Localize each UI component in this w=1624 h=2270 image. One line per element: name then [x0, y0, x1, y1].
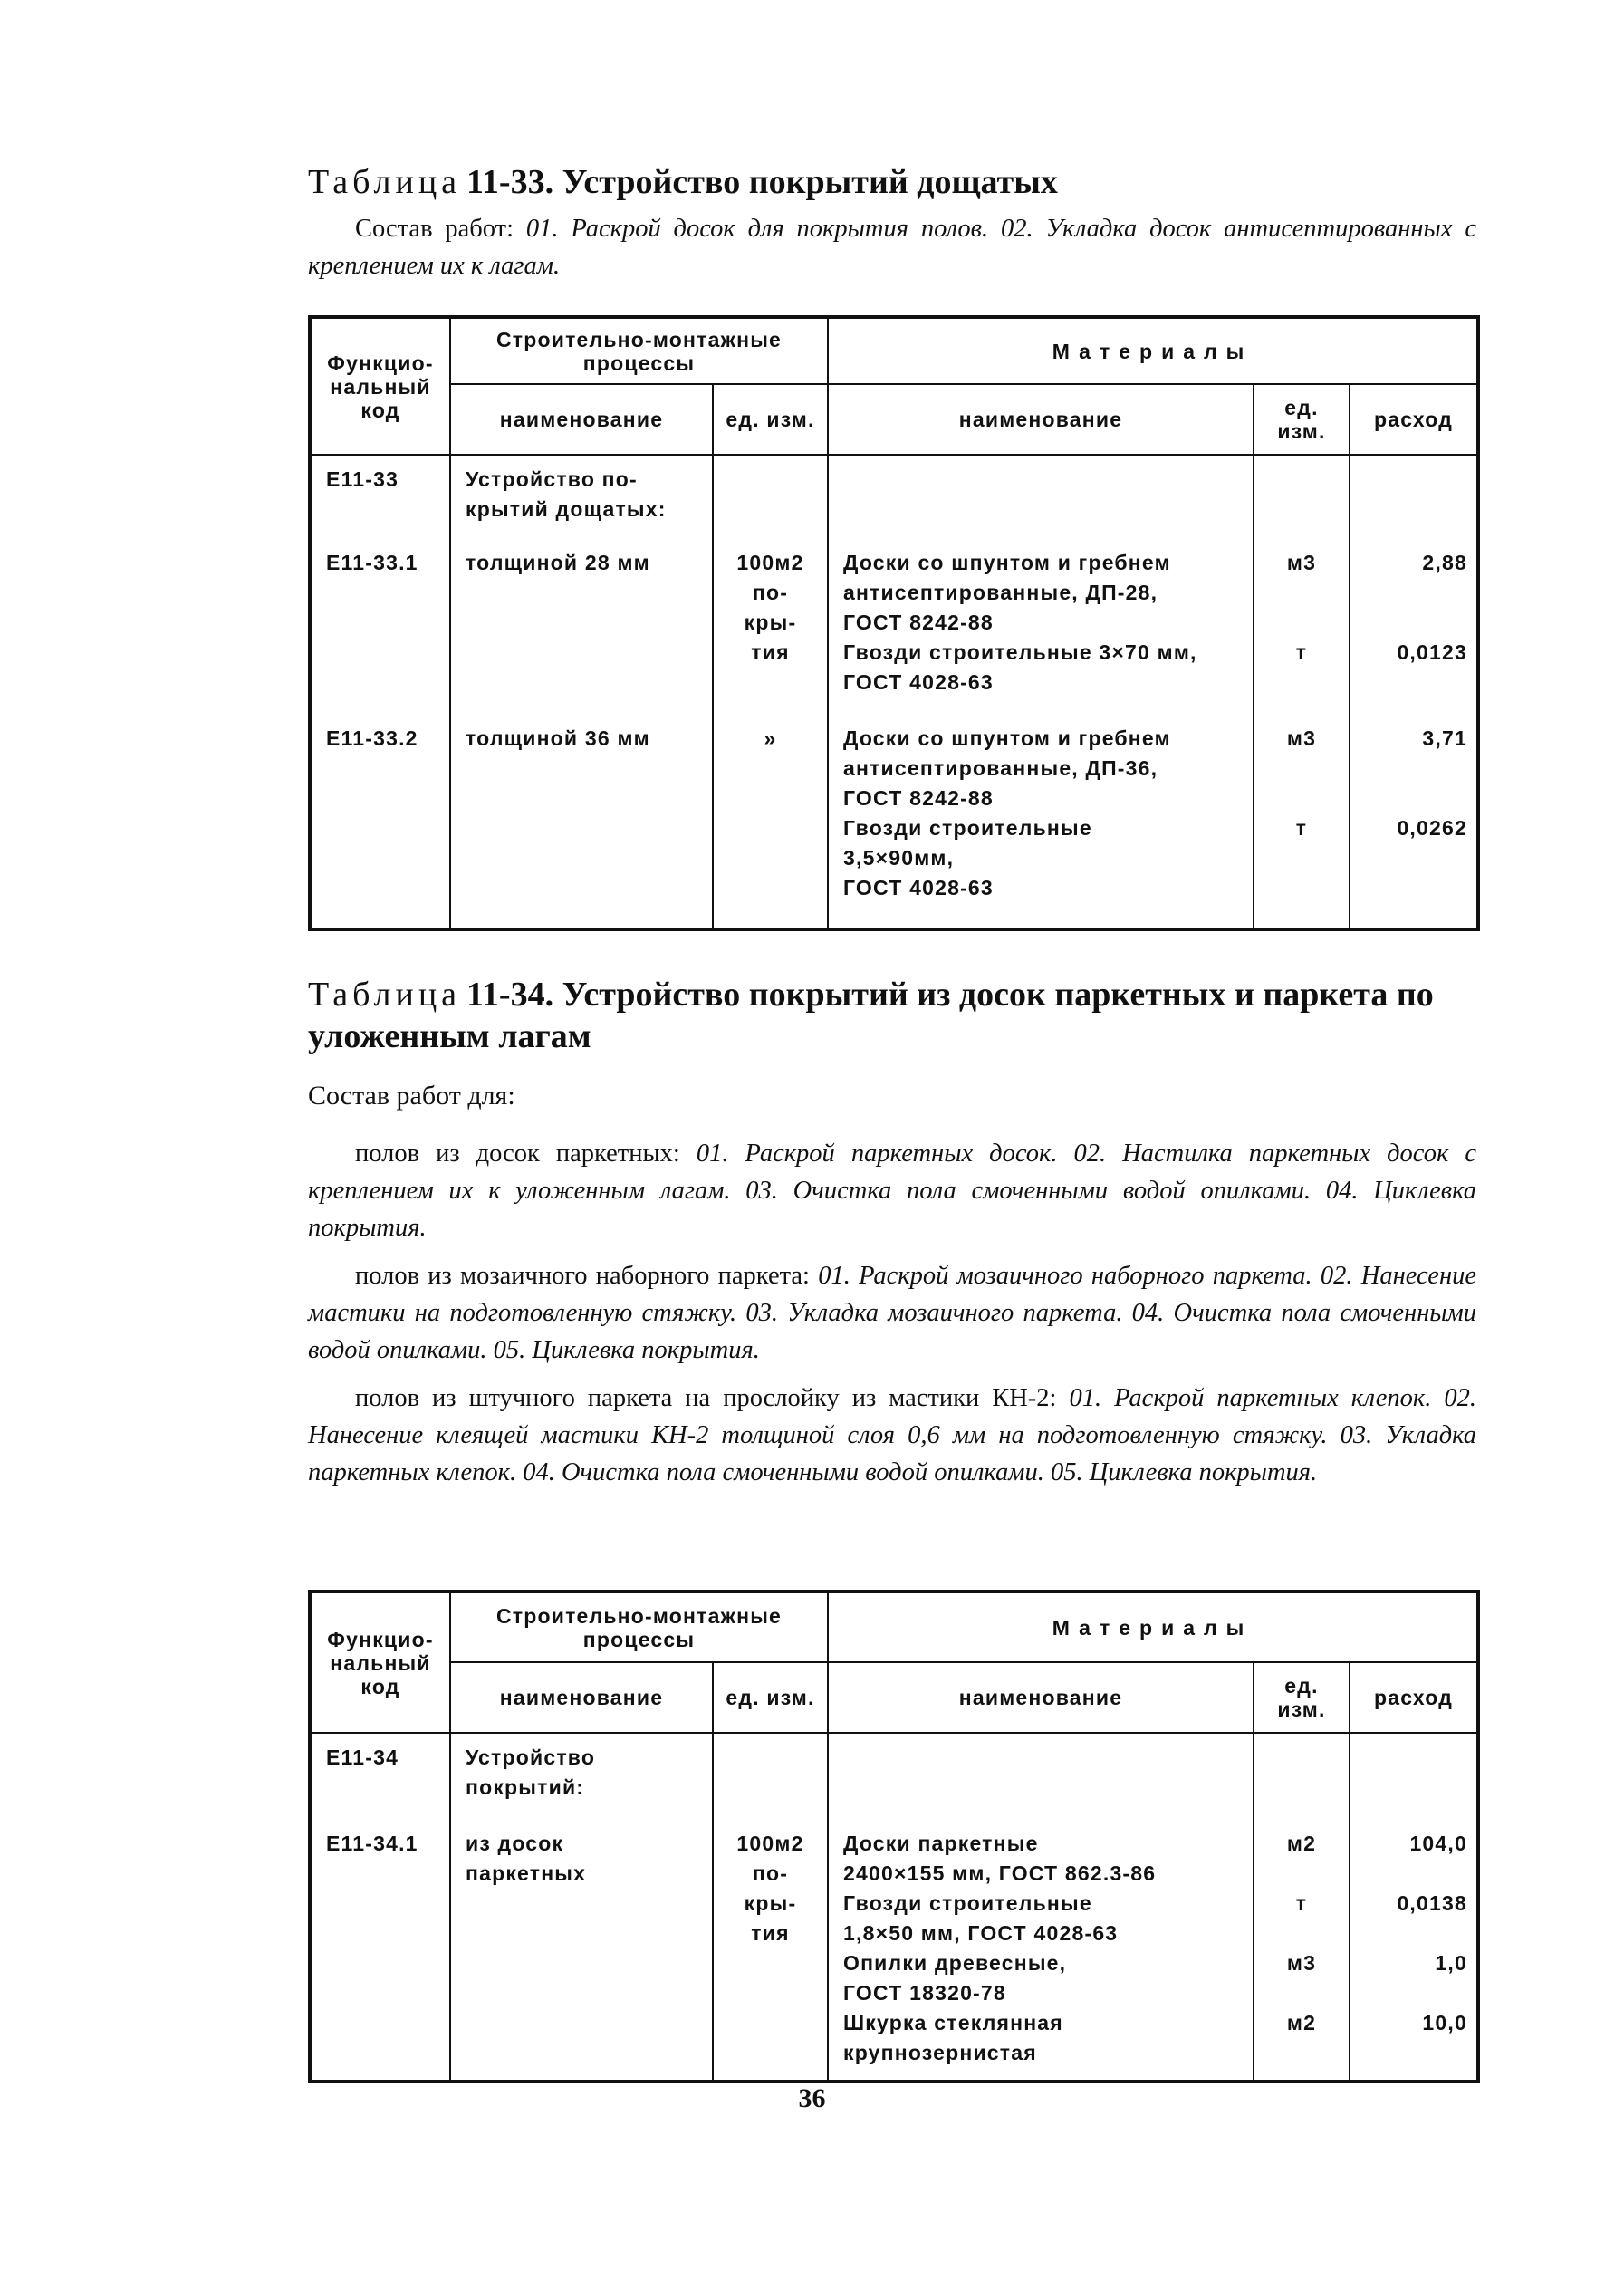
- work-intro: Состав работ для:: [308, 1081, 515, 1111]
- row-material-units: м3 т: [1254, 543, 1350, 724]
- row-materials: Доски со шпунтом и гребнем антисептированные, ДП-36, ГОСТ 8242-88 Гвозди строительные 3,5×90мм, ГОСТ 4028-63: [828, 724, 1254, 929]
- row-unit: 100м2 по- кры- тия: [713, 1823, 828, 2082]
- header-consumption: расход: [1350, 1662, 1478, 1733]
- row-materials: Доски паркетные 2400×155 мм, ГОСТ 862.3-86 Гвозди строительные 1,8×50 мм, ГОСТ 4028-63 Опилки древесные, ГОСТ 18320-78 Шкурка стеклянная крупнозернистая: [828, 1823, 1254, 2082]
- page-number: 36: [798, 2083, 826, 2113]
- row-unit: 100м2 по- кры- тия: [713, 543, 828, 724]
- header-processes: Строительно-монтажные процессы: [450, 1592, 828, 1662]
- header-material-name: наименование: [828, 1662, 1254, 1733]
- row-consumption: 104,0 0,0138 1,0 10,0: [1350, 1823, 1478, 2082]
- title-lead: Таблица: [308, 163, 462, 201]
- header-material-unit: ед. изм.: [1254, 384, 1350, 455]
- table-title: [308, 161, 1476, 203]
- row-materials: Доски со шпунтом и гребнем антисептированные, ДП-28, ГОСТ 8242-88 Гвозди строительные 3×70 мм, ГОСТ 4028-63: [828, 543, 1254, 724]
- row-code: Е11-33.1: [310, 543, 450, 724]
- table-row: [310, 1823, 1478, 2082]
- header-process-unit: ед. изм.: [713, 384, 828, 455]
- table-11-33-heading: [308, 161, 1476, 284]
- row-unit: »: [713, 724, 828, 929]
- header-processes: Строительно-монтажные процессы: [450, 317, 828, 384]
- header-code: Функцио- нальный код: [310, 1592, 450, 1733]
- header-process-name: наименование: [450, 384, 713, 455]
- work-paragraph-1: полов из досок паркетных: 01. Раскрой паркетных досок. 02. Настилка паркетных досок с креплением их к уложенным лагам. 03. Очистка пола смоченными водой опилками. 04. Циклевка покрытия.: [308, 1140, 1477, 1242]
- row-process: толщиной 28 мм: [450, 543, 713, 724]
- row-code: Е11-33: [310, 455, 450, 543]
- work-text: 01. Раскрой досок для покрытия полов. 02. Укладка досок антисептированных с креплением их к лагам.: [308, 215, 1476, 280]
- header-material-name: наименование: [828, 384, 1254, 455]
- title-text: 11-33. Устройство покрытий дощатых: [466, 163, 1058, 201]
- work-paragraph-3: полов из штучного паркета на прослойку из мастики КН-2: 01. Раскрой паркетных клепок. 02. Нанесение клеящей мастики КН-2 толщиной слоя 0,6 мм на подготовленную стяжку. 03. Укладка паркетных клепок. 04. Очистка пола смоченными водой опилками. 05. Циклевка покрытия.: [308, 1384, 1476, 1486]
- title-text: 11-34. Устройство покрытий из досок паркетных и паркета по уложенным лагам: [308, 976, 1434, 1055]
- work-composition: [308, 210, 1476, 284]
- row-code: Е11-34.1: [310, 1823, 450, 2082]
- row-material-units: м2 т м3 м2: [1254, 1823, 1350, 2082]
- row-consumption: 3,71 0,0262: [1350, 724, 1478, 929]
- table-row: [310, 543, 1478, 724]
- row-consumption: 2,88 0,0123: [1350, 543, 1478, 724]
- table-row: [310, 724, 1478, 929]
- header-material-unit: ед. изм.: [1254, 1662, 1350, 1733]
- header-code: Функцио- нальный код: [310, 317, 450, 455]
- row-process: Устройство по- крытий дощатых:: [450, 455, 713, 543]
- header-materials: Материалы: [828, 1592, 1478, 1662]
- row-code: Е11-34: [310, 1733, 450, 1823]
- work-label: Состав работ:: [355, 215, 514, 243]
- table-title: [308, 974, 1476, 1057]
- work-paragraph-2: полов из мозаичного наборного паркета: 01. Раскрой мозаичного наборного паркета. 02. Нанесение мастики на подготовленную стяжку. 03. Укладка мозаичного паркета. 04. Очистка пола смоченными водой опилками. 05. Циклевка покрытия.: [308, 1262, 1476, 1364]
- table-11-33: [308, 315, 1480, 931]
- header-consumption: расход: [1350, 384, 1478, 455]
- table-11-34: [308, 1590, 1480, 2083]
- row-process: толщиной 36 мм: [450, 724, 713, 929]
- title-lead: Таблица: [308, 976, 462, 1014]
- table-11-34-heading: [308, 974, 1476, 1491]
- row-material-units: м3 т: [1254, 724, 1350, 929]
- row-code: Е11-33.2: [310, 724, 450, 929]
- header-process-unit: ед. изм.: [713, 1662, 828, 1733]
- row-process: Устройство покрытий:: [450, 1733, 713, 1823]
- header-process-name: наименование: [450, 1662, 713, 1733]
- row-process: из досок паркетных: [450, 1823, 713, 2082]
- table-row: [310, 1733, 1478, 1823]
- header-materials: Материалы: [828, 317, 1478, 384]
- table-row: [310, 455, 1478, 543]
